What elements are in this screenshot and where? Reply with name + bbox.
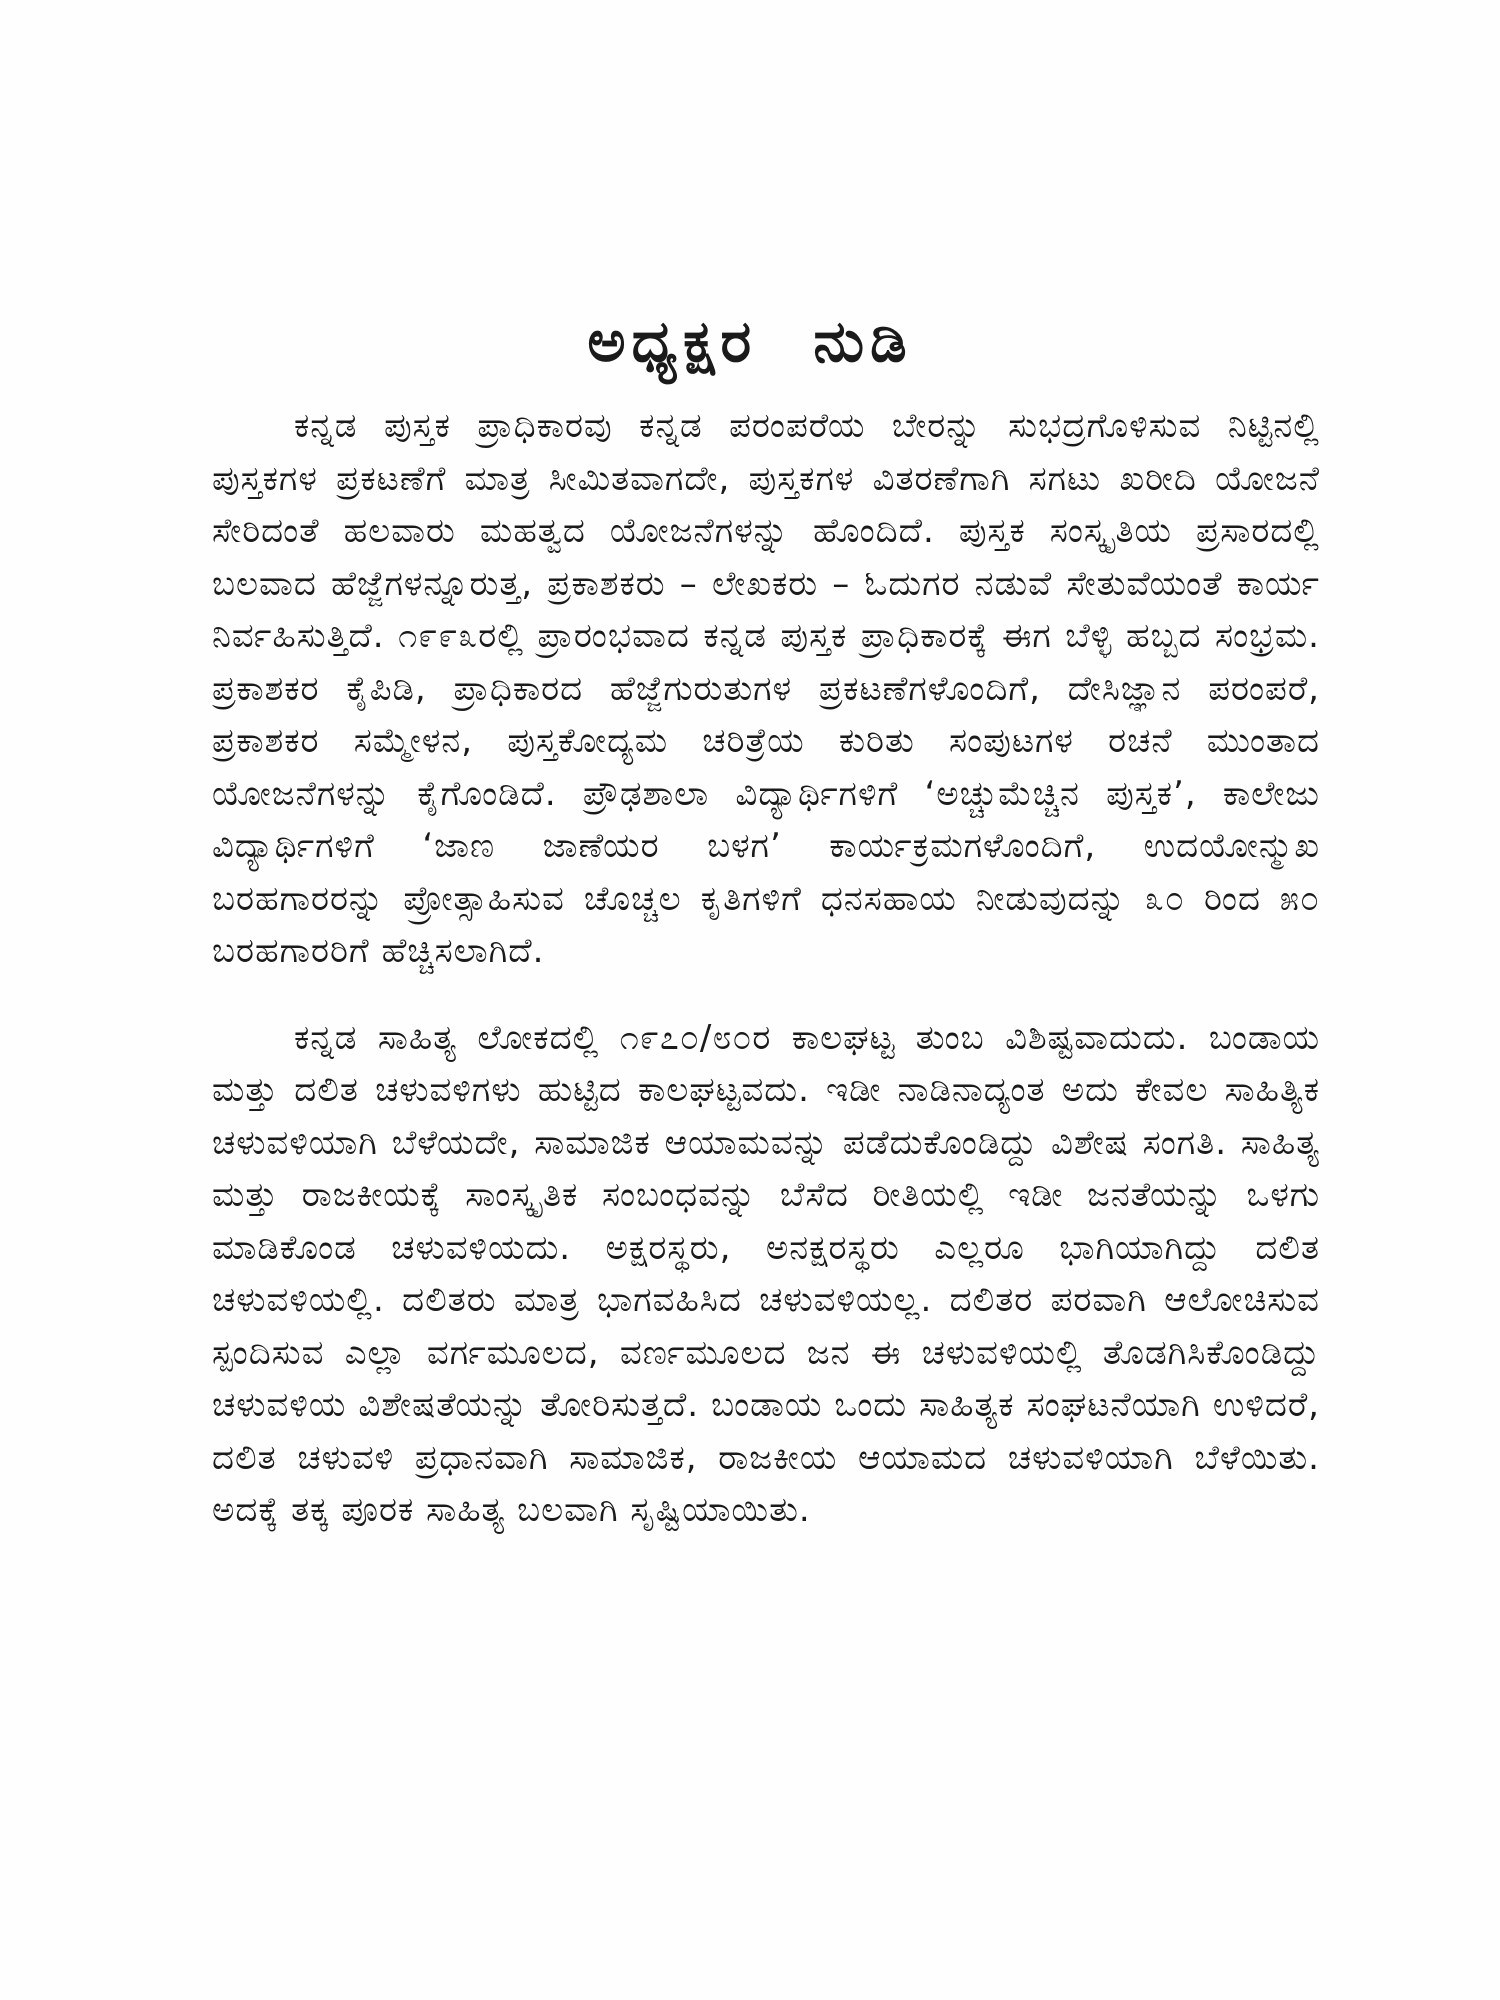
page-title: ಅಧ್ಯಕ್ಷರ ನುಡಿ [587,306,913,375]
body-text [212,400,1320,1537]
paragraph-2: ಕನ್ನಡ ಸಾಹಿತ್ಯ ಲೋಕದಲ್ಲಿ ೧೯೭೦/೮೦ರ ಕಾಲಘಟ್ಟ ತುಂಬ ವಿಶಿಷ್ಟವಾದುದು. ಬಂಡಾಯ ಮತ್ತು ದಲಿತ ಚಳುವಳಿಗಳು ಹುಟ್ಟಿದ ಕಾಲಘಟ್ಟವದು. ಇಡೀ ನಾಡಿನಾದ್ಯಂತ ಅದು ಕೇವಲ ಸಾಹಿತ್ಯಿಕ ಚಳುವಳಿಯಾಗಿ ಬೆಳೆಯದೇ, ಸಾಮಾಜಿಕ ಆಯಾಮವನ್ನು ಪಡೆದುಕೊಂಡಿದ್ದು ವಿಶೇಷ ಸಂಗತಿ. ಸಾಹಿತ್ಯ ಮತ್ತು ರಾಜಕೀಯಕ್ಕೆ ಸಾಂಸ್ಕೃತಿಕ ಸಂಬಂಧವನ್ನು ಬೆಸೆದ ರೀತಿಯಲ್ಲಿ ಇಡೀ ಜನತೆಯನ್ನು ಒಳಗು ಮಾಡಿಕೊಂಡ ಚಳುವಳಿಯದು. ಅಕ್ಷರಸ್ಥರು, ಅನಕ್ಷರಸ್ಥರು ಎಲ್ಲರೂ ಭಾಗಿಯಾಗಿದ್ದು ದಲಿತ ಚಳುವಳಿಯಲ್ಲಿ. ದಲಿತರು ಮಾತ್ರ ಭಾಗವಹಿಸಿದ ಚಳುವಳಿಯಲ್ಲ. ದಲಿತರ ಪರವಾಗಿ ಆಲೋಚಿಸುವ ಸ್ಪಂದಿಸುವ ಎಲ್ಲಾ ವರ್ಗಮೂಲದ, ವರ್ಣಮೂಲದ ಜನ ಈ ಚಳುವಳಿಯಲ್ಲಿ ತೊಡಗಿಸಿಕೊಂಡಿದ್ದು ಚಳುವಳಿಯ ವಿಶೇಷತೆಯನ್ನು ತೋರಿಸುತ್ತದೆ. ಬಂಡಾಯ ಒಂದು ಸಾಹಿತ್ಯಕ ಸಂಘಟನೆಯಾಗಿ ಉಳಿದರೆ, ದಲಿತ ಚಳುವಳಿ ಪ್ರಧಾನವಾಗಿ ಸಾಮಾಜಿಕ, ರಾಜಕೀಯ ಆಯಾಮದ ಚಳುವಳಿಯಾಗಿ ಬೆಳೆಯಿತು. ಅದಕ್ಕೆ ತಕ್ಕ ಪೂರಕ ಸಾಹಿತ್ಯ ಬಲವಾಗಿ ಸೃಷ್ಟಿಯಾಯಿತು. [212,1017,1320,1530]
paragraph-1: ಕನ್ನಡ ಪುಸ್ತಕ ಪ್ರಾಧಿಕಾರವು ಕನ್ನಡ ಪರಂಪರೆಯ ಬೇರನ್ನು ಸುಭದ್ರಗೊಳಿಸುವ ನಿಟ್ಟಿನಲ್ಲಿ ಪುಸ್ತಕಗಳ ಪ್ರಕಟಣೆಗೆ ಮಾತ್ರ ಸೀಮಿತವಾಗದೇ, ಪುಸ್ತಕಗಳ ವಿತರಣೆಗಾಗಿ ಸಗಟು ಖರೀದಿ ಯೋಜನೆ ಸೇರಿದಂತೆ ಹಲವಾರು ಮಹತ್ವದ ಯೋಜನೆಗಳನ್ನು ಹೊಂದಿದೆ. ಪುಸ್ತಕ ಸಂಸ್ಕೃತಿಯ ಪ್ರಸಾರದಲ್ಲಿ ಬಲವಾದ ಹೆಜ್ಜೆಗಳನ್ನೂರುತ್ತ, ಪ್ರಕಾಶಕರು – ಲೇಖಕರು – ಓದುಗರ ನಡುವೆ ಸೇತುವೆಯಂತೆ ಕಾರ್ಯ ನಿರ್ವಹಿಸುತ್ತಿದೆ. ೧೯೯೩ರಲ್ಲಿ ಪ್ರಾರಂಭವಾದ ಕನ್ನಡ ಪುಸ್ತಕ ಪ್ರಾಧಿಕಾರಕ್ಕೆ ಈಗ ಬೆಳ್ಳಿ ಹಬ್ಬದ ಸಂಭ್ರಮ. ಪ್ರಕಾಶಕರ ಕೈಪಿಡಿ, ಪ್ರಾಧಿಕಾರದ ಹೆಜ್ಜೆಗುರುತುಗಳ ಪ್ರಕಟಣೆಗಳೊಂದಿಗೆ, ದೇಸಿಜ್ಞಾನ ಪರಂಪರೆ, ಪ್ರಕಾಶಕರ ಸಮ್ಮೇಳನ, ಪುಸ್ತಕೋದ್ಯಮ ಚರಿತ್ರೆಯ ಕುರಿತು ಸಂಪುಟಗಳ ರಚನೆ ಮುಂತಾದ ಯೋಜನೆಗಳನ್ನು ಕೈಗೊಂಡಿದೆ. ಪ್ರೌಢಶಾಲಾ ವಿದ್ಯಾರ್ಥಿಗಳಿಗೆ ‘ಅಚ್ಚುಮೆಚ್ಚಿನ ಪುಸ್ತಕ’, ಕಾಲೇಜು ವಿದ್ಯಾರ್ಥಿಗಳಿಗೆ ‘ಜಾಣ ಜಾಣೆಯರ ಬಳಗ’ ಕಾರ್ಯಕ್ರಮಗಳೊಂದಿಗೆ, ಉದಯೋನ್ಮುಖ ಬರಹಗಾರರನ್ನು ಪ್ರೋತ್ಸಾಹಿಸುವ ಚೊಚ್ಚಲ ಕೃತಿಗಳಿಗೆ ಧನಸಹಾಯ ನೀಡುವುದನ್ನು ೩೦ ರಿಂದ ೫೦ ಬರಹಗಾರರಿಗೆ ಹೆಚ್ಚಿಸಲಾಗಿದೆ. [212,406,1320,971]
